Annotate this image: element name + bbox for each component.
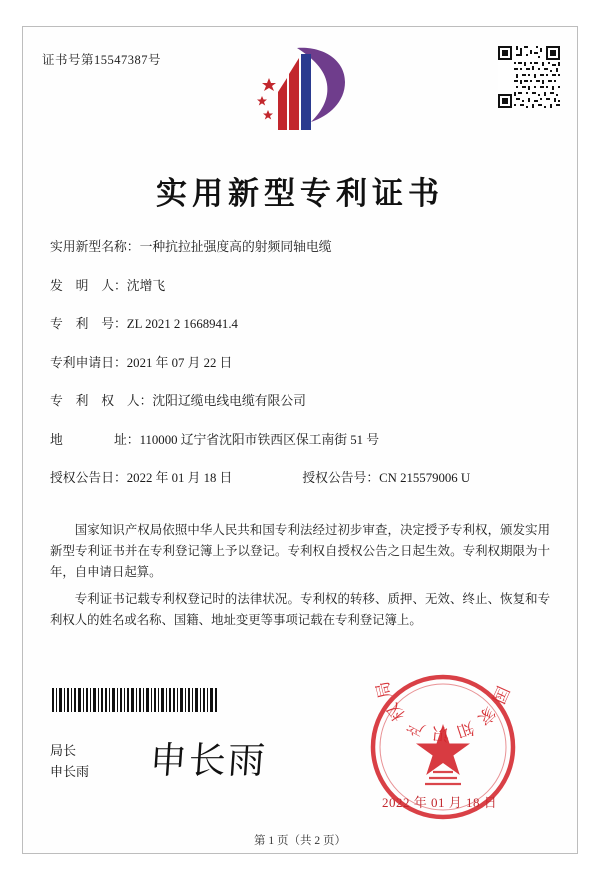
field-value: ZL 2021 2 1668941.4	[126, 317, 238, 331]
certificate-number: 证书号第15547387号	[42, 53, 162, 67]
field-row-inventor	[50, 275, 550, 294]
field-row-utility-model-name	[50, 236, 550, 255]
field-label: 发 明 人：	[50, 278, 127, 293]
handwritten-signature: 申长雨	[148, 741, 269, 782]
field-label: 专 利 号：	[50, 317, 127, 331]
field-row-patent-number	[50, 313, 550, 332]
grant-number-group	[302, 467, 470, 486]
field-value: 110000 辽宁省沈阳市铁西区保工南街 51 号	[139, 432, 380, 447]
field-row-patentee	[50, 390, 550, 409]
field-label: 实用新型名称：	[50, 240, 140, 254]
field-value: 沈增飞	[126, 278, 166, 293]
field-value: 一种抗拉扯强度高的射频同轴电缆	[139, 240, 332, 254]
grant-date-value: 2022 年 01 月 18 日	[126, 471, 233, 485]
field-row-address	[50, 429, 550, 448]
signature-block	[50, 740, 89, 782]
field-row-grant-announcement	[50, 467, 550, 486]
field-label: 专利申请日：	[50, 355, 127, 370]
page-footer: 第 1 页（共 2 页）	[254, 835, 346, 847]
field-label: 地 址：	[50, 432, 140, 447]
legal-paragraph-1: 国家知识产权局依照中华人民共和国专利法经过初步审查，决定授予专利权，颁发实用新型专利证书并在专利登记簿上予以登记。专利权自授权公告之日起生效。专利权期限为十年，自申请日起算。	[50, 523, 550, 579]
director-role-label: 局长	[50, 743, 77, 758]
svg-text:国家知识产权局: 国家知识产权局	[371, 673, 513, 744]
grant-date-label: 授权公告日：	[50, 471, 127, 485]
legal-paragraph-2: 专利证书记载专利权登记时的法律状况。专利权的转移、质押、无效、终止、恢复和专利权人的姓名或名称、国籍、地址变更等事项记载在专利登记簿上。	[50, 592, 550, 627]
field-label: 专 利 权 人：	[50, 394, 153, 408]
cnipa-logo-icon	[253, 44, 349, 136]
qr-code	[498, 46, 560, 108]
director-name: 申长雨	[50, 764, 90, 779]
barcode	[50, 688, 220, 712]
grant-number-label: 授权公告号：	[302, 471, 380, 485]
grant-number-value: CN 215579006 U	[379, 471, 471, 485]
field-value: 沈阳辽缆电线电缆有限公司	[152, 394, 306, 408]
page-title: 实用新型专利证书	[156, 176, 444, 211]
fields-list	[50, 236, 550, 506]
field-row-application-date	[50, 352, 550, 371]
seal-date: 2022 年 01 月 18 日	[382, 795, 498, 810]
field-value: 2021 年 07 月 22 日	[126, 355, 233, 370]
legal-text	[50, 520, 550, 637]
